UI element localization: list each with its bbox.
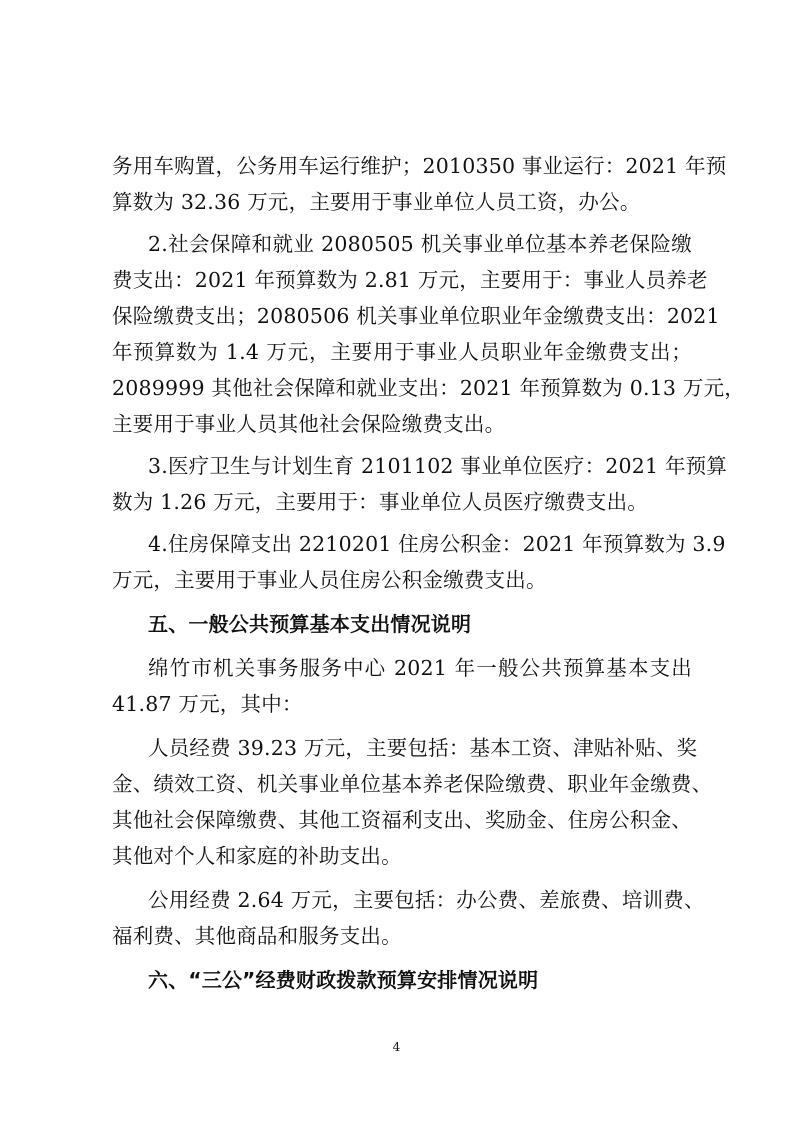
body-line: 算数为 32.36 万元，主要用于事业单位人员工资，办公。 [112,190,641,214]
body-line: 福利费、其他商品和服务支出。 [112,924,402,948]
section-heading: 五、一般公共预算基本支出情况说明 [148,612,472,636]
body-line: 万元，主要用于事业人员住房公积金缴费支出。 [112,568,547,592]
section-heading: 六、“三公”经费财政拨款预算安排情况说明 [148,968,539,992]
body-line: 41.87 万元，其中： [112,692,303,716]
body-line: 其他社会保障缴费、其他工资福利支出、奖励金、住房公积金、 [112,808,692,832]
body-line: 年预算数为 1.4 万元，主要用于事业人员职业年金缴费支出； [112,340,692,364]
body-line: 3.医疗卫生与计划生育 2101102 事业单位医疗：2021 年预算 [148,454,728,478]
body-line: 4.住房保障支出 2210201 住房公积金：2021 年预算数为 3.9 [148,532,726,556]
body-line: 人员经费 39.23 万元，主要包括：基本工资、津贴补贴、奖 [148,736,698,760]
body-line: 金、绩效工资、机关事业单位基本养老保险缴费、职业年金缴费、 [112,772,713,796]
body-line: 公用经费 2.64 万元，主要包括：办公费、差旅费、培训费、 [148,888,705,912]
body-line: 费支出：2021 年预算数为 2.81 万元，主要用于：事业人员养老 [112,268,708,292]
body-line: 务用车购置，公务用车运行维护；2010350 事业运行：2021 年预 [112,154,727,178]
body-line: 主要用于事业人员其他社会保险缴费支出。 [112,412,506,436]
body-line: 保险缴费支出；2080506 机关事业单位职业年金缴费支出：2021 [112,304,720,328]
body-line: 2089999 其他社会保障和就业支出：2021 年预算数为 0.13 万元， [112,376,745,400]
body-line: 2.社会保障和就业 2080505 机关事业单位基本养老保险缴 [148,232,692,256]
body-line: 其他对个人和家庭的补助支出。 [112,844,402,868]
body-line: 数为 1.26 万元，主要用于：事业单位人员医疗缴费支出。 [112,490,648,514]
body-line: 绵竹市机关事务服务中心 2021 年一般公共预算基本支出 [148,656,692,680]
page-number: 4 [392,1040,401,1054]
